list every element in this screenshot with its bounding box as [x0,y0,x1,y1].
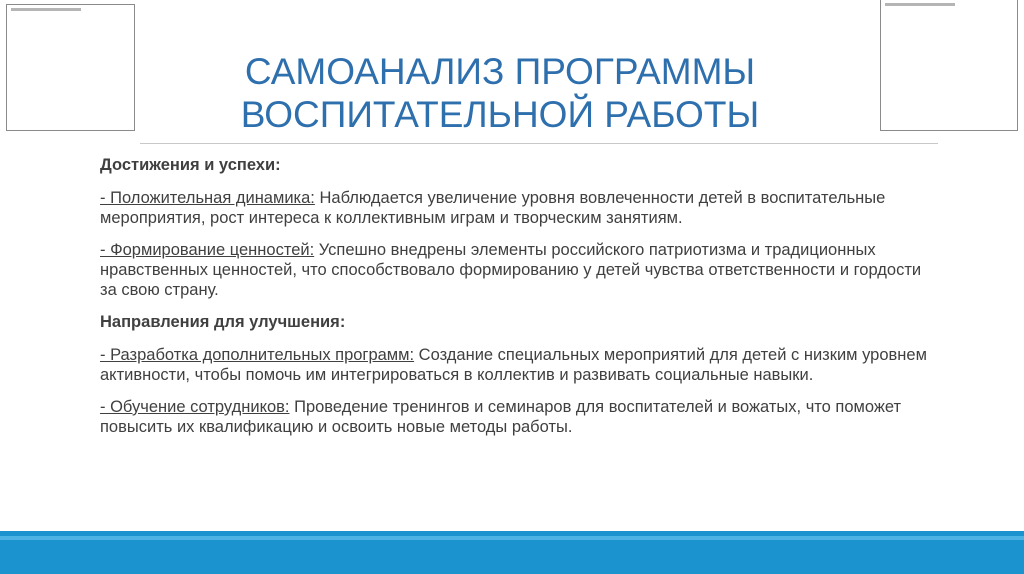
bullet-positive-dynamics [100,188,940,228]
bullet-text: Успешно внедрены элементы российского патриотизма и традиционных нравственных ценностей, что способствовало формированию у детей чувства ответственности и гордости за свою страну. [100,241,922,299]
section-heading-achievements: Достижения и успехи: [100,156,281,174]
bullet-staff-training [100,397,940,437]
bullet-lead: - Разработка дополнительных программ: [100,346,415,364]
bullet-lead: - Положительная динамика: [100,189,315,207]
slide-body [100,155,940,449]
image-caption-mark [11,8,81,11]
bullet-lead: - Формирование ценностей: [100,241,315,259]
footer-accent-band [0,536,1024,540]
image-caption-mark [885,3,955,6]
bullet-values-formation [100,240,940,300]
image-placeholder-right [880,0,1018,131]
footer-bar [0,531,1024,574]
bullet-text: Создание специальных мероприятий для детей с низким уровнем активности, чтобы помочь им интегрироваться в коллектив и развивать социальные навыки. [100,346,927,384]
bullet-lead: - Обучение сотрудников: [100,398,290,416]
bullet-text: Проведение тренингов и семинаров для воспитателей и вожатых, что поможет повысить их квалификацию и освоить новые методы работы. [100,398,902,436]
bullet-additional-programs [100,345,940,385]
bullet-text: Наблюдается увеличение уровня вовлеченности детей в воспитательные мероприятия, рост интереса к коллективным играм и творческим занятиям. [100,189,886,227]
image-placeholder-left [6,4,135,131]
slide-title-line-2: ВОСПИТАТЕЛЬНОЙ РАБОТЫ [240,94,760,135]
slide-title [160,50,840,136]
title-divider [140,143,938,144]
section-heading-improvements: Направления для улучшения: [100,313,346,331]
slide-title-line-1: САМОАНАЛИЗ ПРОГРАММЫ [244,51,756,92]
